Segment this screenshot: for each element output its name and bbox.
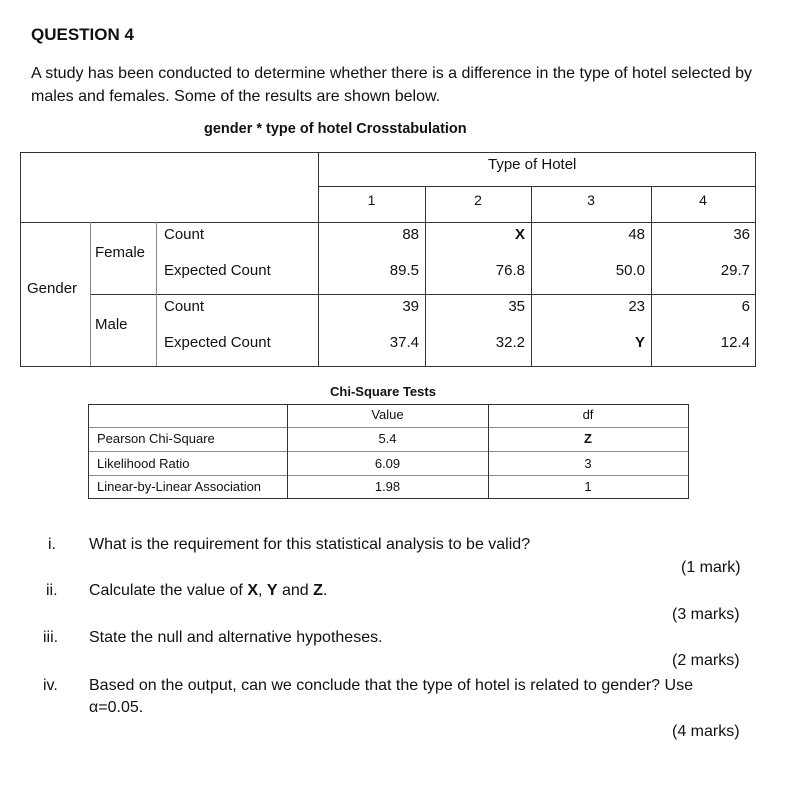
female-expected-3: 50.0 — [615, 262, 645, 279]
crosstab-title: gender * type of hotel Crosstabulation — [204, 121, 467, 137]
female-expected-2: 76.8 — [495, 262, 525, 279]
question-marks: (2 marks) — [672, 652, 740, 669]
male-label: Male — [95, 316, 128, 333]
question-number: ii. — [46, 582, 58, 599]
chisq-row-label: Linear-by-Linear Association — [97, 479, 262, 494]
question-marks: (1 mark) — [681, 559, 741, 576]
chisq-row-label: Pearson Chi-Square — [97, 431, 215, 446]
chisq-header-value: Value — [371, 407, 404, 422]
question-text: What is the requirement for this statistical analysis to be valid? — [89, 536, 531, 553]
question-text-line2: α=0.05. — [89, 699, 144, 716]
female-count-3: 48 — [628, 226, 645, 243]
col-header-3: 3 — [587, 192, 595, 208]
question-marks: (4 marks) — [672, 723, 740, 740]
male-expected-4: 12.4 — [720, 334, 750, 351]
chisq-row-df: Z — [584, 431, 592, 446]
type-of-hotel-header: Type of Hotel — [488, 156, 577, 173]
male-expected-3: Y — [634, 334, 645, 351]
chisq-title: Chi-Square Tests — [330, 384, 436, 399]
chisq-row-df: 1 — [584, 479, 592, 494]
chisq-header-df: df — [582, 407, 594, 422]
question-text: Calculate the value of X, Y and Z. — [89, 582, 328, 599]
male-expected-2: 32.2 — [495, 334, 525, 351]
female-count-2: X — [514, 226, 525, 243]
female-count-1: 88 — [402, 226, 419, 243]
chisq-row-value: 5.4 — [378, 431, 397, 446]
question-text: State the null and alternative hypotheses. — [89, 629, 383, 646]
question-number: iii. — [43, 629, 59, 646]
intro-text: A study has been conducted to determine whether there is a difference in the type of hotel selected by males and females. Some of the results are shown below. — [31, 65, 753, 105]
male-expected-1: 37.4 — [389, 334, 419, 351]
male-count-2: 35 — [508, 298, 525, 315]
chisq-row-value: 1.98 — [374, 479, 401, 494]
male-count-4: 6 — [741, 298, 750, 315]
question-number: iv. — [43, 677, 58, 694]
female-expected-4: 29.7 — [720, 262, 750, 279]
question-heading: QUESTION 4 — [31, 25, 134, 44]
female-label: Female — [95, 244, 146, 261]
female-expected-label: Expected Count — [164, 262, 271, 279]
chisq-row-value: 6.09 — [374, 456, 401, 471]
chisq-row-label: Likelihood Ratio — [97, 456, 190, 471]
male-count-1: 39 — [402, 298, 419, 315]
chisq-row-df: 3 — [584, 456, 592, 471]
male-count-label: Count — [164, 298, 205, 315]
question-marks: (3 marks) — [672, 606, 740, 623]
female-expected-1: 89.5 — [389, 262, 419, 279]
col-header-4: 4 — [699, 192, 707, 208]
male-count-3: 23 — [628, 298, 645, 315]
col-header-2: 2 — [474, 192, 482, 208]
female-count-label: Count — [164, 226, 205, 243]
question-number: i. — [48, 536, 56, 553]
male-expected-label: Expected Count — [164, 334, 271, 351]
question-text-line1: Based on the output, can we conclude that the type of hotel is related to gender? Use — [89, 677, 693, 694]
gender-label: Gender — [27, 280, 78, 297]
col-header-1: 1 — [367, 192, 376, 208]
female-count-4: 36 — [733, 226, 750, 243]
